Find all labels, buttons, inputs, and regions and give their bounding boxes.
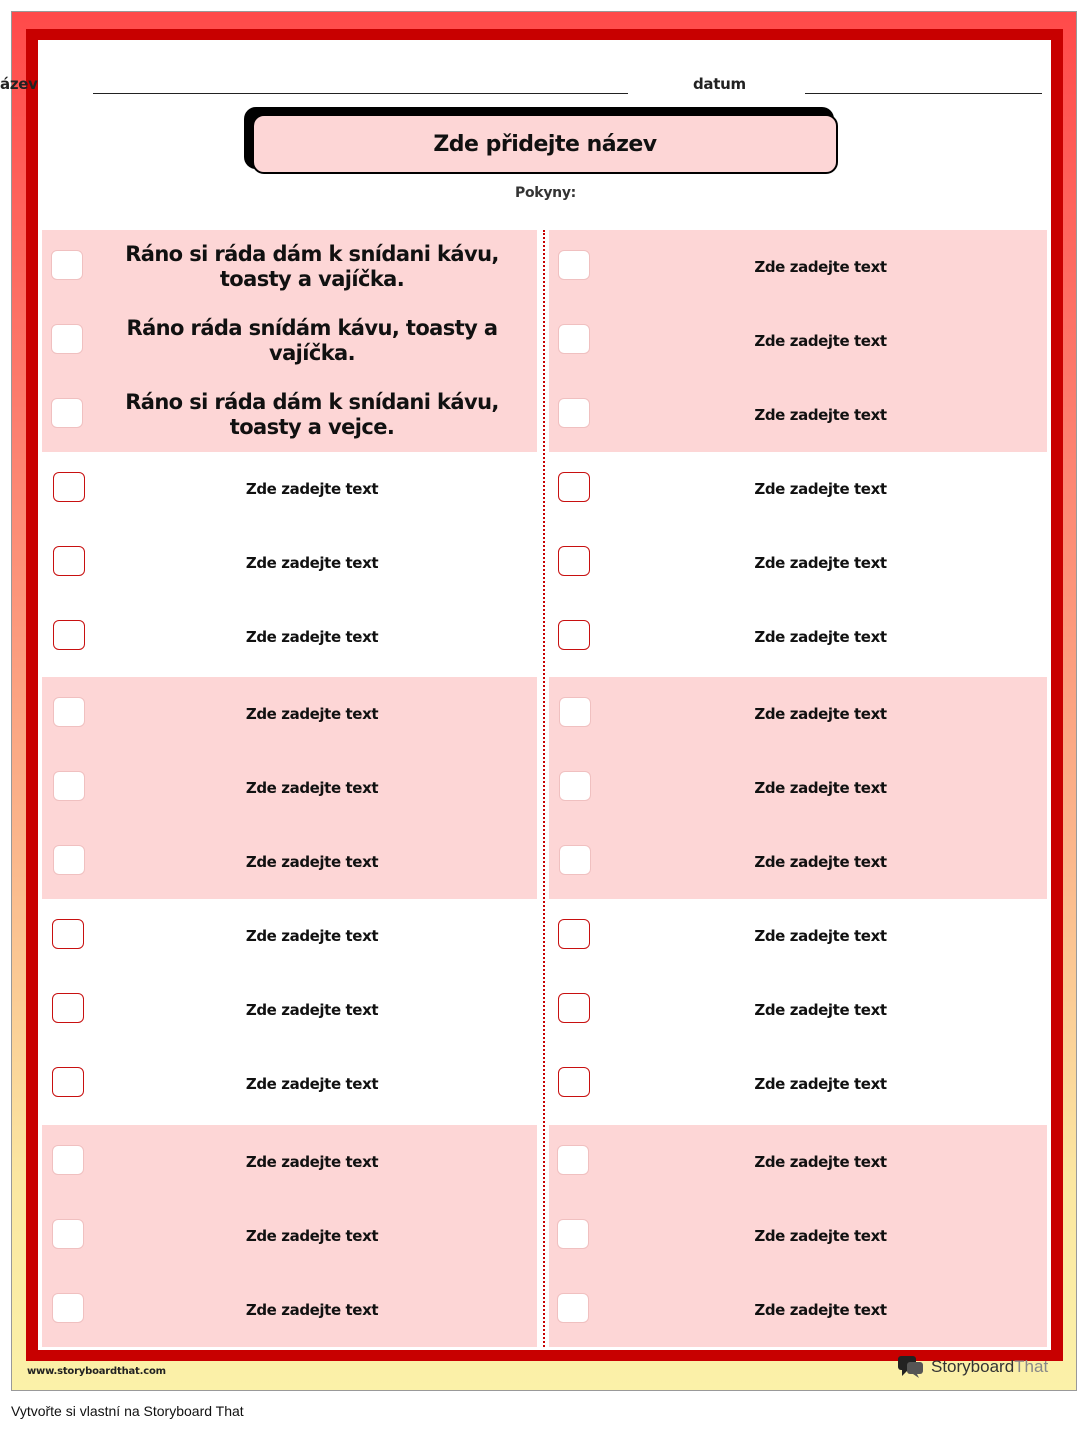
checklist-item-text[interactable]: Zde zadejte text <box>245 1301 379 1319</box>
checklist-item-text[interactable]: Zde zadejte text <box>754 628 887 646</box>
checklist-item <box>549 1273 1047 1347</box>
checkbox[interactable] <box>558 546 590 576</box>
checkbox[interactable] <box>51 250 83 280</box>
checklist-item-text[interactable]: Ráno si ráda dám k snídani kávu, toasty a vejce. <box>125 390 499 439</box>
checkbox[interactable] <box>558 1067 590 1097</box>
checklist-item-text[interactable]: Zde zadejte text <box>245 1227 379 1245</box>
checklist-item-text[interactable]: Zde zadejte text <box>754 1001 887 1019</box>
right-band-3 <box>549 677 1047 899</box>
checkbox[interactable] <box>558 472 590 502</box>
name-label: ázev <box>0 75 38 93</box>
checkbox[interactable] <box>558 398 590 428</box>
checklist-item-text[interactable]: Zde zadejte text <box>245 927 379 945</box>
right-band-4 <box>549 899 1047 1121</box>
name-line[interactable] <box>93 93 628 94</box>
checklist-item <box>549 677 1047 751</box>
checklist-item-text[interactable]: Zde zadejte text <box>754 853 887 871</box>
checkbox[interactable] <box>559 845 591 875</box>
instructions-label[interactable]: Pokyny: <box>515 185 576 201</box>
right-band-1 <box>549 230 1047 452</box>
checklist-item <box>549 378 1047 452</box>
left-band-5 <box>42 1125 537 1347</box>
checklist-item-text[interactable]: Zde zadejte text <box>754 1227 887 1245</box>
checklist-item-text[interactable]: Zde zadejte text <box>245 1153 379 1171</box>
left-band-3 <box>42 677 537 899</box>
checklist-item <box>549 1125 1047 1199</box>
checkbox[interactable] <box>51 324 83 354</box>
checkbox[interactable] <box>51 398 83 428</box>
checklist-item-text[interactable]: Zde zadejte text <box>245 628 379 646</box>
checklist-item <box>549 230 1047 304</box>
checklist-item <box>42 751 537 825</box>
checklist-item-text[interactable]: Ráno si ráda dám k snídani kávu, toasty a vajíčka. <box>125 242 499 291</box>
checkbox[interactable] <box>52 919 84 949</box>
checklist-item-text[interactable]: Zde zadejte text <box>245 480 379 498</box>
checklist-item-text[interactable]: Zde zadejte text <box>245 853 379 871</box>
checklist-item <box>549 973 1047 1047</box>
date-label: datum <box>693 75 746 93</box>
checklist-item-text[interactable]: Zde zadejte text <box>754 927 887 945</box>
speech-bubble-icon <box>897 1355 925 1379</box>
checkbox[interactable] <box>53 697 85 727</box>
checklist-item <box>42 825 537 899</box>
checkbox[interactable] <box>558 919 590 949</box>
checklist-item <box>42 526 537 600</box>
right-band-2 <box>549 452 1047 674</box>
left-band-1 <box>42 230 537 452</box>
checklist-item-text[interactable]: Zde zadejte text <box>245 1075 379 1093</box>
checklist-item <box>549 751 1047 825</box>
checklist-item <box>549 600 1047 674</box>
checklist-item-text[interactable]: Zde zadejte text <box>754 705 887 723</box>
checklist-item <box>42 600 537 674</box>
checklist-item <box>549 304 1047 378</box>
checklist-item <box>42 1047 537 1121</box>
checklist-item <box>42 973 537 1047</box>
checkbox[interactable] <box>559 771 591 801</box>
checklist-item <box>42 1125 537 1199</box>
right-band-5 <box>549 1125 1047 1347</box>
left-band-2 <box>42 452 537 674</box>
checklist-item-text[interactable]: Zde zadejte text <box>754 1075 887 1093</box>
checklist-item <box>549 452 1047 526</box>
checklist-item <box>42 899 537 973</box>
checkbox[interactable] <box>52 1293 84 1323</box>
brand-text <box>931 1357 1048 1377</box>
checkbox[interactable] <box>557 1293 589 1323</box>
brand-main: Storyboard <box>931 1357 1015 1376</box>
checkbox[interactable] <box>558 620 590 650</box>
checkbox[interactable] <box>53 472 85 502</box>
checklist-item-text[interactable]: Ráno ráda snídám kávu, toasty a vajíčka. <box>126 316 498 365</box>
checkbox[interactable] <box>557 1219 589 1249</box>
checklist-item <box>549 526 1047 600</box>
footer-url: www.storyboardthat.com <box>27 1366 166 1377</box>
checklist-item-text[interactable]: Zde zadejte text <box>245 705 379 723</box>
checklist-item-text[interactable]: Zde zadejte text <box>245 554 379 572</box>
checklist-item-text[interactable]: Zde zadejte text <box>754 1153 887 1171</box>
checkbox[interactable] <box>52 1067 84 1097</box>
checklist-item-text[interactable]: Zde zadejte text <box>754 480 887 498</box>
checkbox[interactable] <box>558 993 590 1023</box>
checklist-item <box>549 1199 1047 1273</box>
checkbox[interactable] <box>558 324 590 354</box>
page-title[interactable]: Zde přidejte název <box>252 114 838 174</box>
checklist-item-text[interactable]: Zde zadejte text <box>245 1001 379 1019</box>
checklist-item <box>42 1199 537 1273</box>
checkbox[interactable] <box>53 771 85 801</box>
brand-thin: That <box>1014 1357 1049 1376</box>
checkbox[interactable] <box>53 546 85 576</box>
storyboardthat-logo <box>897 1354 1048 1380</box>
checklist-item <box>42 677 537 751</box>
checklist-item-text[interactable]: Zde zadejte text <box>245 779 379 797</box>
checkbox[interactable] <box>52 993 84 1023</box>
checklist-item-text[interactable]: Zde zadejte text <box>754 554 887 572</box>
checkbox[interactable] <box>53 620 85 650</box>
checklist-item <box>549 1047 1047 1121</box>
credit-line[interactable]: Vytvořte si vlastní na Storyboard That <box>11 1403 244 1419</box>
checklist-item <box>42 230 537 304</box>
column-divider <box>543 230 545 1347</box>
date-line[interactable] <box>805 93 1042 94</box>
checkbox[interactable] <box>559 697 591 727</box>
checkbox[interactable] <box>558 250 590 280</box>
checkbox[interactable] <box>53 845 85 875</box>
checklist-item <box>549 825 1047 899</box>
checklist-item <box>549 899 1047 973</box>
checkbox[interactable] <box>52 1219 84 1249</box>
checklist-item <box>42 304 537 378</box>
checklist-item <box>42 452 537 526</box>
checklist-item-text[interactable]: Zde zadejte text <box>754 332 887 350</box>
checkbox[interactable] <box>557 1145 589 1175</box>
checkbox[interactable] <box>52 1145 84 1175</box>
checklist-item <box>42 1273 537 1347</box>
left-band-4 <box>42 899 537 1121</box>
checklist-item-text[interactable]: Zde zadejte text <box>754 406 887 424</box>
checklist-item-text[interactable]: Zde zadejte text <box>754 258 887 276</box>
checklist-item <box>42 378 537 452</box>
checklist-item-text[interactable]: Zde zadejte text <box>754 779 887 797</box>
checklist-item-text[interactable]: Zde zadejte text <box>754 1301 887 1319</box>
